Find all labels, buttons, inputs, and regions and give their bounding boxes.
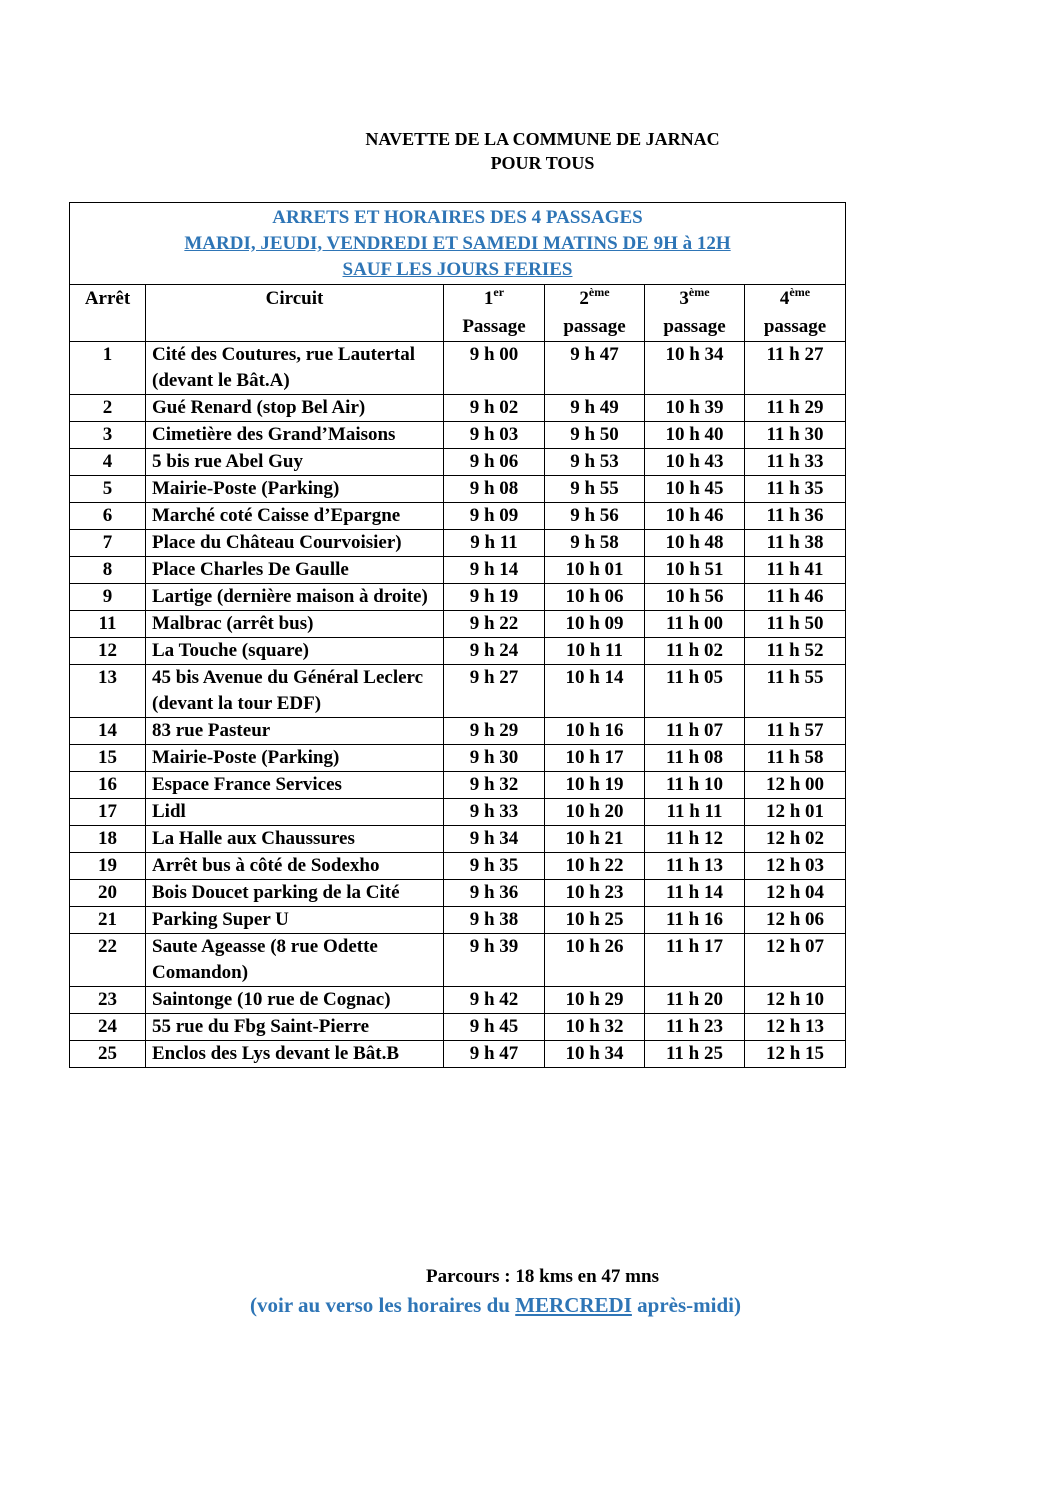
- time-pass-3: 11 h 07: [645, 718, 745, 745]
- stop-circuit: 55 rue du Fbg Saint-Pierre: [146, 1014, 444, 1041]
- time-pass-3: 11 h 05: [645, 665, 745, 718]
- stop-number: 5: [70, 476, 146, 503]
- table-row: [70, 1041, 846, 1068]
- stop-circuit: Cité des Coutures, rue Lautertal (devant le Bât.A): [146, 342, 444, 395]
- stop-number: 7: [70, 530, 146, 557]
- time-pass-4: 11 h 41: [745, 557, 846, 584]
- time-pass-3: 11 h 10: [645, 772, 745, 799]
- reverse-note-start: (voir au verso les horaires du: [250, 1293, 516, 1317]
- time-pass-1: 9 h 32: [444, 772, 545, 799]
- table-row: [70, 557, 846, 584]
- stop-circuit: Enclos des Lys devant le Bât.B: [146, 1041, 444, 1068]
- time-pass-2: 10 h 01: [545, 557, 645, 584]
- time-pass-4: 12 h 01: [745, 799, 846, 826]
- time-pass-3: 11 h 02: [645, 638, 745, 665]
- time-pass-2: 10 h 23: [545, 880, 645, 907]
- stop-number: 3: [70, 422, 146, 449]
- time-pass-2: 9 h 56: [545, 503, 645, 530]
- time-pass-4: 12 h 00: [745, 772, 846, 799]
- stop-circuit: Espace France Services: [146, 772, 444, 799]
- stop-circuit: 83 rue Pasteur: [146, 718, 444, 745]
- stop-circuit: Mairie-Poste (Parking): [146, 476, 444, 503]
- time-pass-2: 9 h 47: [545, 342, 645, 395]
- stop-number: 6: [70, 503, 146, 530]
- time-pass-2: 10 h 14: [545, 665, 645, 718]
- table-row: [70, 449, 846, 476]
- stop-number: 24: [70, 1014, 146, 1041]
- time-pass-1: 9 h 00: [444, 342, 545, 395]
- header-pass-2: [545, 285, 645, 342]
- time-pass-2: 10 h 25: [545, 907, 645, 934]
- time-pass-1: 9 h 03: [444, 422, 545, 449]
- table-row: [70, 395, 846, 422]
- header-pass-3: [645, 285, 745, 342]
- header-pass-2-num: 2: [579, 288, 589, 309]
- header-pass-1: [444, 285, 545, 342]
- time-pass-4: 12 h 15: [745, 1041, 846, 1068]
- time-pass-4: 11 h 46: [745, 584, 846, 611]
- time-pass-1: 9 h 42: [444, 987, 545, 1014]
- time-pass-4: 12 h 13: [745, 1014, 846, 1041]
- stop-circuit: Lartige (dernière maison à droite): [146, 584, 444, 611]
- time-pass-2: 10 h 17: [545, 745, 645, 772]
- stop-number: 21: [70, 907, 146, 934]
- header-pass-2-sup: ème: [588, 285, 610, 299]
- stop-circuit: Malbrac (arrêt bus): [146, 611, 444, 638]
- header-pass-1-num: 1: [483, 288, 494, 309]
- time-pass-3: 11 h 17: [645, 934, 745, 987]
- stop-circuit: Saute Ageasse (8 rue Odette Comandon): [146, 934, 444, 987]
- stop-circuit: Place Charles De Gaulle: [146, 557, 444, 584]
- time-pass-1: 9 h 24: [444, 638, 545, 665]
- stop-circuit: Arrêt bus à côté de Sodexho: [146, 853, 444, 880]
- stop-circuit: La Halle aux Chaussures: [146, 826, 444, 853]
- time-pass-3: 11 h 08: [645, 745, 745, 772]
- header-pass-2-word: passage: [563, 316, 626, 337]
- time-pass-1: 9 h 38: [444, 907, 545, 934]
- table-row: [70, 665, 846, 718]
- stop-circuit: 5 bis rue Abel Guy: [146, 449, 444, 476]
- time-pass-3: 10 h 40: [645, 422, 745, 449]
- stop-number: 25: [70, 1041, 146, 1068]
- time-pass-2: 10 h 09: [545, 611, 645, 638]
- stop-number: 18: [70, 826, 146, 853]
- time-pass-4: 11 h 33: [745, 449, 846, 476]
- header-stop: Arrêt: [70, 285, 146, 342]
- time-pass-2: 10 h 16: [545, 718, 645, 745]
- stop-circuit: Marché coté Caisse d’Epargne: [146, 503, 444, 530]
- table-row: [70, 853, 846, 880]
- time-pass-4: 11 h 52: [745, 638, 846, 665]
- time-pass-2: 10 h 19: [545, 772, 645, 799]
- table-row: [70, 476, 846, 503]
- time-pass-2: 10 h 06: [545, 584, 645, 611]
- stop-circuit: Bois Doucet parking de la Cité: [146, 880, 444, 907]
- time-pass-1: 9 h 19: [444, 584, 545, 611]
- table-row: [70, 987, 846, 1014]
- time-pass-3: 11 h 23: [645, 1014, 745, 1041]
- stop-circuit: Parking Super U: [146, 907, 444, 934]
- header-pass-4: [745, 285, 846, 342]
- table-row: [70, 584, 846, 611]
- stop-number: 11: [70, 611, 146, 638]
- header-pass-4-num: 4: [779, 288, 790, 309]
- time-pass-4: 11 h 36: [745, 503, 846, 530]
- time-pass-3: 11 h 20: [645, 987, 745, 1014]
- time-pass-3: 10 h 56: [645, 584, 745, 611]
- stop-number: 17: [70, 799, 146, 826]
- table-row: [70, 1014, 846, 1041]
- time-pass-4: 12 h 07: [745, 934, 846, 987]
- table-row: [70, 934, 846, 987]
- time-pass-1: 9 h 47: [444, 1041, 545, 1068]
- time-pass-1: 9 h 29: [444, 718, 545, 745]
- time-pass-3: 10 h 43: [645, 449, 745, 476]
- stop-number: 16: [70, 772, 146, 799]
- time-pass-2: 10 h 34: [545, 1041, 645, 1068]
- time-pass-1: 9 h 39: [444, 934, 545, 987]
- banner-line-1: ARRETS ET HORAIRES DES 4 PASSAGES: [272, 207, 643, 228]
- stop-circuit: 45 bis Avenue du Général Leclerc (devant la tour EDF): [146, 665, 444, 718]
- stop-circuit: Saintonge (10 rue de Cognac): [146, 987, 444, 1014]
- time-pass-2: 9 h 49: [545, 395, 645, 422]
- table-row: [70, 745, 846, 772]
- banner-line-3: SAUF LES JOURS FERIES: [342, 259, 573, 280]
- time-pass-4: 11 h 27: [745, 342, 846, 395]
- time-pass-3: 11 h 25: [645, 1041, 745, 1068]
- time-pass-4: 11 h 35: [745, 476, 846, 503]
- stop-number: 19: [70, 853, 146, 880]
- time-pass-1: 9 h 11: [444, 530, 545, 557]
- header-pass-3-word: passage: [663, 316, 726, 337]
- time-pass-1: 9 h 30: [444, 745, 545, 772]
- time-pass-4: 12 h 06: [745, 907, 846, 934]
- time-pass-1: 9 h 45: [444, 1014, 545, 1041]
- time-pass-3: 10 h 46: [645, 503, 745, 530]
- time-pass-4: 12 h 10: [745, 987, 846, 1014]
- time-pass-1: 9 h 06: [444, 449, 545, 476]
- stop-number: 9: [70, 584, 146, 611]
- time-pass-3: 10 h 34: [645, 342, 745, 395]
- table-row: [70, 422, 846, 449]
- schedule-banner: [70, 203, 846, 285]
- header-pass-4-sup: ème: [789, 285, 811, 299]
- time-pass-2: 9 h 55: [545, 476, 645, 503]
- time-pass-2: 10 h 29: [545, 987, 645, 1014]
- time-pass-4: 11 h 58: [745, 745, 846, 772]
- time-pass-4: 12 h 02: [745, 826, 846, 853]
- schedule-table: [69, 202, 846, 1068]
- time-pass-3: 11 h 16: [645, 907, 745, 934]
- time-pass-2: 9 h 53: [545, 449, 645, 476]
- stop-number: 1: [70, 342, 146, 395]
- time-pass-3: 11 h 13: [645, 853, 745, 880]
- stop-number: 12: [70, 638, 146, 665]
- document-subtitle: POUR TOUS: [490, 153, 595, 173]
- time-pass-3: 11 h 12: [645, 826, 745, 853]
- time-pass-4: 12 h 03: [745, 853, 846, 880]
- header-circuit: Circuit: [146, 285, 444, 342]
- stop-number: 23: [70, 987, 146, 1014]
- time-pass-1: 9 h 36: [444, 880, 545, 907]
- time-pass-4: 11 h 55: [745, 665, 846, 718]
- time-pass-4: 11 h 30: [745, 422, 846, 449]
- time-pass-4: 11 h 29: [745, 395, 846, 422]
- table-row: [70, 772, 846, 799]
- stop-number: 4: [70, 449, 146, 476]
- route-summary: Parcours : 18 kms en 47 mns: [426, 1266, 659, 1287]
- header-pass-3-sup: ème: [688, 285, 710, 299]
- time-pass-1: 9 h 22: [444, 611, 545, 638]
- table-row: [70, 880, 846, 907]
- time-pass-1: 9 h 34: [444, 826, 545, 853]
- time-pass-1: 9 h 35: [444, 853, 545, 880]
- header-pass-1-word: Passage: [462, 316, 526, 337]
- stop-number: 22: [70, 934, 146, 987]
- stop-number: 15: [70, 745, 146, 772]
- time-pass-4: 12 h 04: [745, 880, 846, 907]
- table-row: [70, 718, 846, 745]
- time-pass-2: 9 h 58: [545, 530, 645, 557]
- stop-circuit: La Touche (square): [146, 638, 444, 665]
- stop-circuit: Mairie-Poste (Parking): [146, 745, 444, 772]
- time-pass-1: 9 h 33: [444, 799, 545, 826]
- time-pass-2: 10 h 32: [545, 1014, 645, 1041]
- stop-circuit: Place du Château Courvoisier): [146, 530, 444, 557]
- time-pass-1: 9 h 09: [444, 503, 545, 530]
- banner-line-2: MARDI, JEUDI, VENDREDI ET SAMEDI MATINS DE 9H à 12H: [184, 233, 731, 254]
- reverse-side-note: [250, 1293, 741, 1318]
- time-pass-4: 11 h 50: [745, 611, 846, 638]
- header-pass-1-sup: er: [493, 285, 505, 299]
- header-row: [70, 285, 846, 342]
- table-row: [70, 342, 846, 395]
- stop-number: 8: [70, 557, 146, 584]
- time-pass-3: 11 h 00: [645, 611, 745, 638]
- time-pass-2: 10 h 22: [545, 853, 645, 880]
- time-pass-3: 10 h 39: [645, 395, 745, 422]
- stop-number: 2: [70, 395, 146, 422]
- stop-number: 14: [70, 718, 146, 745]
- time-pass-2: 9 h 50: [545, 422, 645, 449]
- time-pass-4: 11 h 38: [745, 530, 846, 557]
- time-pass-4: 11 h 57: [745, 718, 846, 745]
- banner-row: [70, 203, 846, 285]
- table-row: [70, 907, 846, 934]
- time-pass-1: 9 h 02: [444, 395, 545, 422]
- time-pass-3: 11 h 14: [645, 880, 745, 907]
- stop-circuit: Cimetière des Grand’Maisons: [146, 422, 444, 449]
- time-pass-3: 10 h 51: [645, 557, 745, 584]
- time-pass-3: 11 h 11: [645, 799, 745, 826]
- stop-circuit: Lidl: [146, 799, 444, 826]
- table-row: [70, 503, 846, 530]
- header-pass-3-num: 3: [679, 288, 689, 309]
- time-pass-3: 10 h 48: [645, 530, 745, 557]
- table-row: [70, 530, 846, 557]
- time-pass-1: 9 h 14: [444, 557, 545, 584]
- time-pass-1: 9 h 27: [444, 665, 545, 718]
- stop-circuit: Gué Renard (stop Bel Air): [146, 395, 444, 422]
- stop-number: 20: [70, 880, 146, 907]
- time-pass-1: 9 h 08: [444, 476, 545, 503]
- time-pass-2: 10 h 11: [545, 638, 645, 665]
- reverse-note-day: MERCREDI: [515, 1293, 632, 1317]
- reverse-note-end: après-midi): [631, 1293, 741, 1317]
- time-pass-2: 10 h 21: [545, 826, 645, 853]
- header-pass-4-word: passage: [763, 316, 827, 337]
- table-row: [70, 638, 846, 665]
- table-row: [70, 826, 846, 853]
- table-row: [70, 611, 846, 638]
- time-pass-2: 10 h 20: [545, 799, 645, 826]
- time-pass-2: 10 h 26: [545, 934, 645, 987]
- table-row: [70, 799, 846, 826]
- stop-number: 13: [70, 665, 146, 718]
- time-pass-3: 10 h 45: [645, 476, 745, 503]
- document-title: NAVETTE DE LA COMMUNE DE JARNAC: [365, 129, 720, 149]
